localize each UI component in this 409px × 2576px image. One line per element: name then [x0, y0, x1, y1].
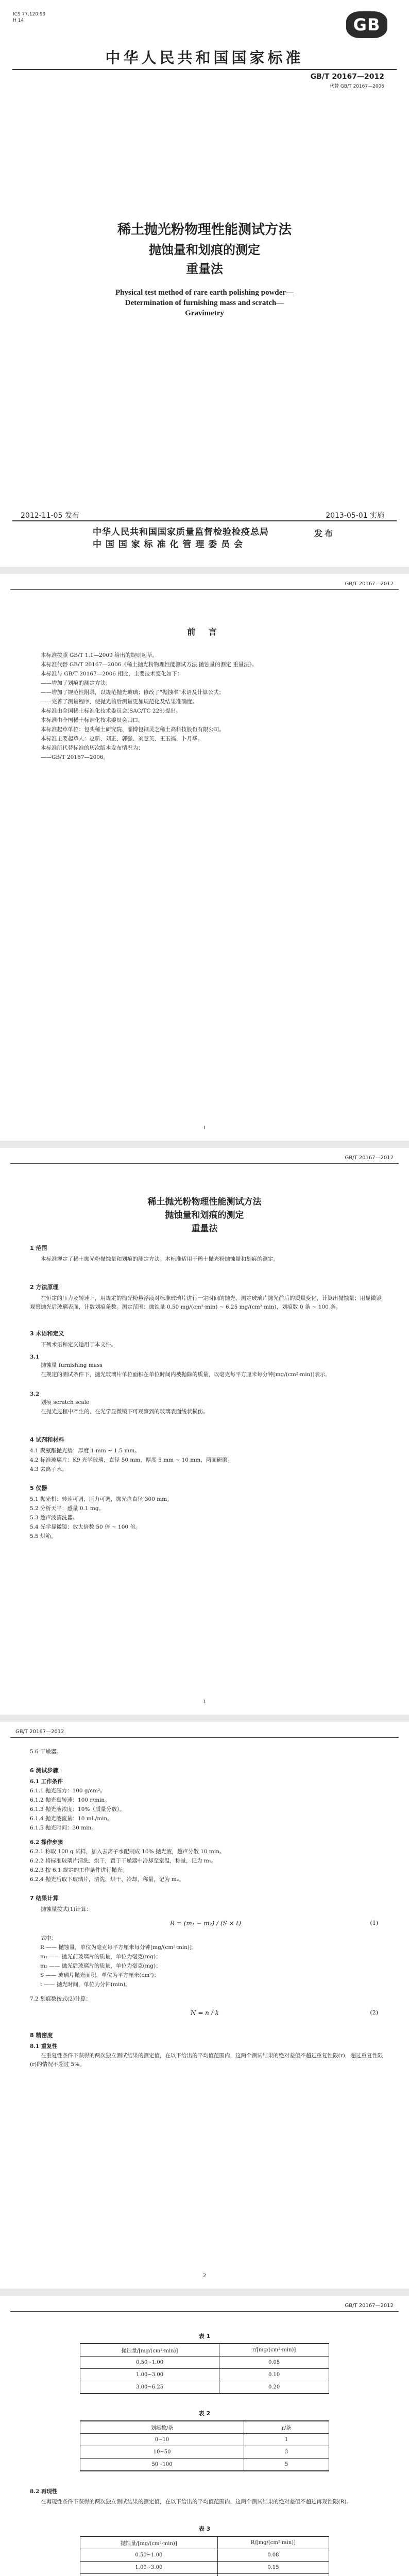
- page-number: I: [203, 1125, 206, 1131]
- cover-title-line2: 抛蚀量和划痕的测定: [149, 243, 260, 257]
- table-cell: 0.15: [217, 2562, 329, 2574]
- subsection-6-2: 6.2 操作步骤: [30, 1839, 63, 1845]
- subsection-8-2: 8.2 再现性: [30, 2488, 58, 2495]
- item-5-6: 5.6 干燥器。: [30, 1749, 62, 1755]
- body-title-line1: 稀土抛光粉物理性能测试方法: [147, 1197, 262, 1207]
- table-cell: 0.05: [219, 2357, 329, 2369]
- variable-2: m₁ —— 抛光前玻璃片的质量，单位为毫克(mg)；: [40, 1954, 161, 1960]
- term-3-2-number: 3.2: [30, 1391, 40, 1397]
- table-cell: 1.00~3.00: [80, 2562, 218, 2574]
- table-cell: 0.10: [219, 2369, 329, 2381]
- cover-title-line1: 稀土抛光粉物理性能测试方法: [117, 222, 292, 238]
- table-cell: 1.00~3.00: [80, 2369, 219, 2381]
- running-head-rule: [10, 589, 399, 590]
- page-gap: [0, 2289, 409, 2296]
- formula-1-number: (1): [370, 1920, 378, 1926]
- variable-1: R —— 抛蚀量，单位为毫克每平方厘米每分钟[mg/(cm²·min)]；: [40, 1944, 197, 1951]
- table-1-caption: 表 1: [198, 2333, 211, 2340]
- section-5-item-1: 5.1 抛光机：转速可调，压力可调，抛光盘直径 300 mm。: [30, 1496, 173, 1502]
- section-4-item-1: 4.1 聚氨酯抛光垫：厚度 1 mm ~ 1.5 mm。: [30, 1448, 140, 1454]
- table-cell: 0.20: [219, 2381, 329, 2394]
- section-7-text: 抛蚀量按式(1)计算：: [41, 1906, 92, 1912]
- page-number: 1: [202, 1699, 207, 1705]
- section-4-item-2: 4.2 标准玻璃片：K9 光学玻璃，直径 50 mm，厚度 5 mm ~ 10 mm，两面研磨。: [30, 1457, 233, 1463]
- preface-para-6: 本标准由全国稀土标准化技术委员会(SAC/TC 229)提出。: [41, 708, 181, 714]
- running-head-rule: [10, 1737, 399, 1738]
- condition-4: 6.1.4 抛光液流量：10 mL/min。: [30, 1816, 113, 1822]
- section-3-heading: 3 术语和定义: [30, 1330, 64, 1337]
- table-header: R/[mg/(cm²·min)]: [217, 2536, 329, 2549]
- issue-label: 发布: [314, 529, 335, 538]
- section-8-heading: 8 精密度: [30, 2032, 53, 2039]
- table-row: [80, 2357, 329, 2369]
- cover-page: [0, 0, 409, 567]
- running-head: GB/T 20167—2012: [15, 1729, 64, 1735]
- implementation-date: 2013-05-01 实施: [326, 512, 384, 520]
- preface-page: [0, 574, 409, 1141]
- table-3: [80, 2536, 329, 2576]
- table-2-caption: 表 2: [198, 2410, 211, 2417]
- table-row: [80, 2562, 329, 2574]
- subsection-8-1: 8.1 重复性: [30, 2043, 58, 2049]
- table-row: [80, 2446, 329, 2459]
- running-head: GB/T 20167—2012: [345, 2303, 394, 2309]
- section-8-2-text: 在再现性条件下获得的两次独立测试结果的测定值，在以下给出的平均值范围内，这两个测试结果的绝对差值不超过再现性限(R)。: [41, 2499, 352, 2505]
- table-row: [80, 2381, 329, 2394]
- body-page-1: [0, 1148, 409, 1715]
- ccs-number: H 14: [13, 18, 24, 23]
- cover-bottom-rule: [12, 520, 397, 521]
- ics-code: [13, 11, 45, 24]
- section-2-heading: 2 方法原理: [30, 1284, 59, 1291]
- subsection-6-1: 6.1 工作条件: [30, 1778, 63, 1785]
- table-cell: 5: [244, 2459, 329, 2471]
- preface-para-5: ——完善了测量程序，使抛光前后测量更加规范化及结果准确度。: [41, 699, 198, 705]
- table-cell: 1: [244, 2434, 329, 2446]
- page-number: 2: [202, 2273, 207, 2279]
- table-row: [80, 2549, 329, 2562]
- page-gap: [0, 567, 409, 574]
- term-3-2-definition: 在抛光过程中产生的、在光学显微镜下可观察到的玻璃表面线状损伤。: [41, 1409, 209, 1415]
- term-3-1-definition: 在规定的测试条件下，抛光玻璃片单位面积在单位时间内被抛除的质量，以毫克每平方厘米每分钟[mg/(cm²·min)]表示。: [41, 1371, 331, 1378]
- condition-1: 6.1.1 抛光压力：100 g/cm²。: [30, 1788, 106, 1794]
- section-7-2-text: 7.2 划痕数按式(2)计算：: [30, 1996, 91, 2002]
- table-cell: 0.08: [217, 2549, 329, 2562]
- variable-4: S —— 玻璃片抛光面积，单位为平方厘米(cm²)；: [40, 1972, 160, 1978]
- table-cell: 3.00~6.25: [80, 2381, 219, 2394]
- term-3-1-name: 抛蚀量 furnishing mass: [41, 1362, 103, 1368]
- step-4: 6.2.4 抛光后取下玻璃片，清洗、烘干、冷却，称量，记为 m₂。: [30, 1876, 184, 1883]
- table-row: [80, 2369, 329, 2381]
- table-header: 抛蚀量/[mg/(cm²·min)]: [80, 2536, 218, 2549]
- section-3-intro: 下列术语和定义适用于本文件。: [41, 1342, 116, 1348]
- table-3-caption: 表 3: [198, 2526, 211, 2532]
- preface-para-9: 本标准主要起草人：赵新、刘正、郭强、刘慧英、王玉福、卜月华。: [41, 736, 203, 742]
- preface-para-7: 本标准由全国稀土标准化技术委员会归口。: [41, 717, 144, 723]
- preface-para-0: 本标准按照 GB/T 1.1—2009 给出的规则起草。: [41, 652, 158, 658]
- table-cell: 0~10: [80, 2434, 244, 2446]
- preface-para-4: ——增加了规范性附录，以规范抛光玻璃；修改了"抛蚀率"术语及计算公式；: [41, 689, 225, 696]
- running-head-rule: [10, 1163, 399, 1164]
- section-5-item-2: 5.2 分析天平：感量 0.1 mg。: [30, 1505, 105, 1512]
- table-header: r/[mg/(cm²·min)]: [219, 2344, 329, 2357]
- section-4-item-3: 4.3 去离子水。: [30, 1466, 67, 1472]
- table-cell: 50~100: [80, 2459, 244, 2471]
- condition-2: 6.1.2 抛光盘转速：100 r/min。: [30, 1797, 110, 1803]
- table-header: 划痕数/条: [80, 2421, 244, 2434]
- table-cell: 3: [244, 2446, 329, 2459]
- table-header: r/条: [244, 2421, 329, 2434]
- ics-number: ICS 77.120.99: [13, 12, 46, 17]
- issuer-line1: 中华人民共和国国家质量监督检验检疫总局: [93, 527, 269, 537]
- section-1-heading: 1 范围: [30, 1245, 47, 1251]
- national-standard-title: 中华人民共和国国家标准: [105, 49, 304, 66]
- running-head-rule: [10, 2311, 399, 2312]
- preface-title: 前 言: [187, 627, 222, 637]
- body-title-line2: 抛蚀量和划痕的测定: [165, 1210, 244, 1221]
- table-cell: [217, 2574, 329, 2576]
- body-page-2: [0, 1722, 409, 2289]
- page-gap: [0, 1715, 409, 1722]
- cover-title-line3: 重量法: [186, 262, 223, 276]
- gb-logo-icon: GB: [346, 11, 387, 38]
- section-8-text: 在重复性条件下获得的两次独立测试结果的测定值，在以下给出的平均值范围内，这两个测试结果的绝对差值不超过重复性限(r)，超过重复性限(r)的情况不超过 5%。: [30, 2053, 383, 2067]
- section-5-item-3: 5.3 超声波清洗器。: [30, 1515, 78, 1521]
- english-title-line3: Gravimetry: [185, 309, 224, 317]
- body-title-line3: 重量法: [191, 1224, 218, 1234]
- table-cell: 0.50~1.00: [80, 2357, 219, 2369]
- step-2: 6.2.2 将标准玻璃片清洗、烘干，置于干燥器中冷却至室温，称量，记为 m₁。: [30, 1858, 217, 1864]
- term-3-1-number: 3.1: [30, 1354, 40, 1360]
- running-head: GB/T 20167—2012: [345, 1155, 394, 1161]
- english-title-line2: Determination of furnishing mass and scratch—: [125, 299, 284, 307]
- replaces-note: 代替 GB/T 20167—2006: [330, 84, 384, 89]
- section-5-item-4: 5.4 光学显微镜：放大倍数 50 倍 ~ 100 倍。: [30, 1524, 141, 1530]
- variable-5: t —— 抛光时间，单位为分钟(min)。: [40, 1981, 131, 1988]
- condition-5: 6.1.5 抛光时间：30 min。: [30, 1825, 97, 1831]
- preface-para-10: 本标准所代替标准的历次版本发布情况为：: [41, 745, 144, 751]
- step-1: 6.2.1 称取 100 g 试样，加入去离子水配制成 10% 抛光液，超声分散 10 min。: [30, 1849, 225, 1855]
- formula-2-number: (2): [370, 2009, 378, 2016]
- section-6-heading: 6 测试步骤: [30, 1767, 59, 1774]
- variable-3: m₂ —— 抛光后玻璃片的质量，单位为毫克(mg)；: [40, 1963, 161, 1969]
- table-cell: 10~50: [80, 2446, 244, 2459]
- table-cell: [80, 2574, 218, 2576]
- term-3-2-name: 划痕 scratch scale: [41, 1399, 90, 1405]
- standard-number: GB/T 20167—2012: [310, 73, 384, 81]
- english-title-line1: Physical test method of rare earth polishing powder—: [115, 289, 294, 297]
- section-1-text: 本标准规定了稀土抛光粉抛蚀量和划痕的测定方法。本标准适用于稀土抛光粉抛蚀量和划痕的测定。: [41, 1256, 279, 1262]
- table-2: [80, 2420, 329, 2471]
- section-4-heading: 4 试剂和材料: [30, 1436, 64, 1443]
- table-1: [80, 2343, 329, 2394]
- table-cell: 0.50~1.00: [80, 2549, 218, 2562]
- section-2-text: 在恒定的压力及转速下，用规定的抛光粉悬浮液对标准玻璃片进行一定时间的抛光，测定玻璃片抛光前后的质量变化，计算出抛蚀量；用显微镜观察抛光后玻璃表面，计数划痕条数。测定范围：抛蚀量 0.50 mg/(cm²·min) ~ 6.25 mg/(cm²·min)，划痕数 0 条 ~ 100 条。: [30, 1295, 382, 1310]
- preface-para-2: 本标准与 GB/T 20167—2006 相比，主要技术变化如下：: [41, 671, 183, 677]
- section-7-heading: 7 结果计算: [30, 1895, 59, 1902]
- section-5-heading: 5 仪器: [30, 1485, 47, 1492]
- page-gap: [0, 1141, 409, 1148]
- preface-para-8: 本标准起草单位：包头稀土研究院、淄博包钢灵芝稀土高科技股份有限公司。: [41, 726, 225, 733]
- preface-para-11: ——GB/T 20167—2006。: [41, 754, 109, 760]
- table-row: [80, 2574, 329, 2576]
- formula-2: N = n / k: [191, 2009, 219, 2016]
- preface-para-3: ——增加了划痕的测定方法；: [41, 680, 111, 686]
- condition-3: 6.1.3 抛光液浓度：10%（质量分数）。: [30, 1806, 125, 1812]
- step-3: 6.2.3 按 6.1 规定的工作条件进行抛光。: [30, 1867, 128, 1873]
- table-header: 抛蚀量/[mg/(cm²·min)]: [80, 2344, 219, 2357]
- issuer-line2: 中 国 国 家 标 准 化 管 理 委 员 会: [93, 539, 244, 550]
- table-row: [80, 2459, 329, 2471]
- formula-1: R = (m₁ − m₂) / (S × t): [170, 1920, 241, 1927]
- preface-para-1: 本标准代替 GB/T 20167—2006《稀土抛光粉物理性能测试方法 抛蚀量的测定 重量法》。: [41, 662, 258, 668]
- table-row: [80, 2434, 329, 2446]
- body-page-3: [0, 2296, 409, 2576]
- running-head: GB/T 20167—2012: [345, 581, 394, 587]
- cover-top-rule: [12, 69, 397, 70]
- section-5-item-5: 5.5 烘箱。: [30, 1533, 57, 1539]
- issue-date: 2012-11-05 发布: [21, 512, 79, 520]
- formula-where: 式中：: [41, 1935, 57, 1941]
